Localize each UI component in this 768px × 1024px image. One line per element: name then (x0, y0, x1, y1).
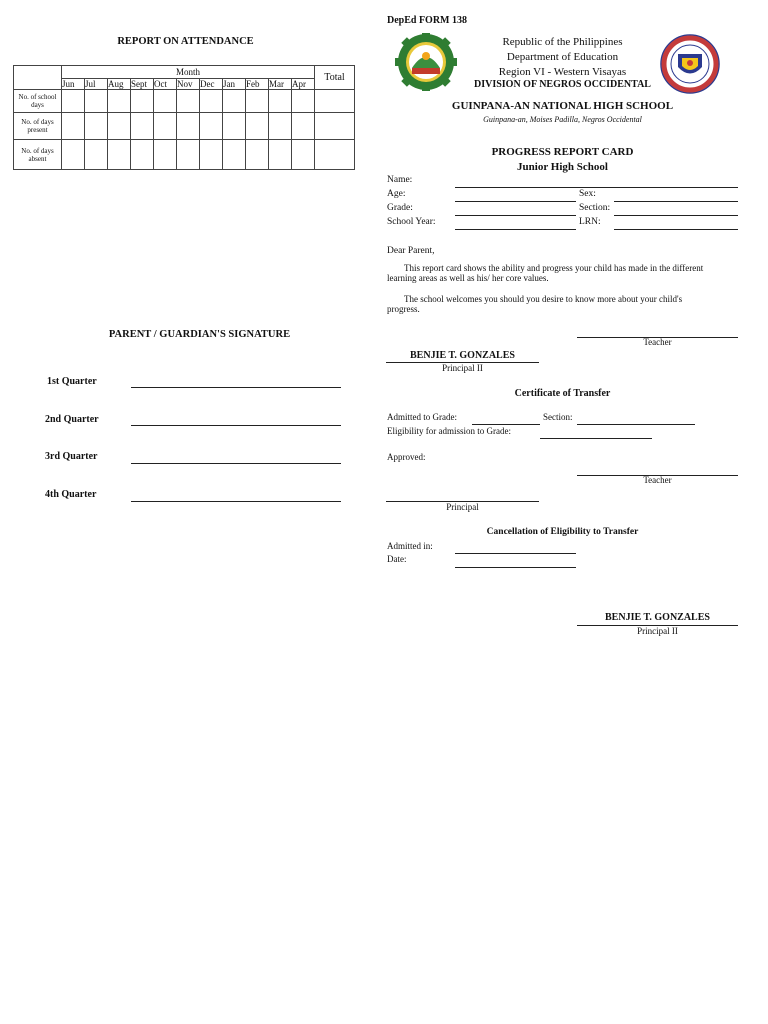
sex-field[interactable] (614, 201, 738, 202)
lrn-field[interactable] (614, 229, 738, 230)
table-cell[interactable] (315, 140, 355, 170)
table-cell[interactable] (292, 140, 315, 170)
school-seal-icon (394, 33, 458, 91)
table-corner (14, 66, 62, 90)
signature-line[interactable] (131, 463, 341, 464)
table-cell[interactable] (292, 90, 315, 113)
table-cell[interactable] (177, 113, 200, 140)
eligibility-field[interactable] (540, 438, 652, 439)
table-cell[interactable] (131, 140, 154, 170)
signature-line[interactable] (131, 501, 341, 502)
table-cell[interactable] (246, 113, 269, 140)
section-field[interactable] (614, 215, 738, 216)
principal-title-2: Principal II (637, 626, 678, 636)
table-cell[interactable] (200, 113, 223, 140)
month-label: Apr (292, 79, 315, 90)
quarter-label: 3rd Quarter (45, 451, 98, 462)
sex-label: Sex: (579, 189, 596, 199)
signature-line[interactable] (131, 425, 341, 426)
table-cell[interactable] (269, 113, 292, 140)
table-cell[interactable] (85, 90, 108, 113)
principal-name: BENJIE T. GONZALES (410, 350, 515, 361)
table-cell[interactable] (62, 113, 85, 140)
teacher-label-2: Teacher (643, 475, 672, 485)
month-label: Aug (108, 79, 131, 90)
table-cell[interactable] (315, 113, 355, 140)
table-cell[interactable] (177, 140, 200, 170)
month-label: Dec (200, 79, 223, 90)
name-field[interactable] (455, 187, 738, 188)
month-label: Jul (85, 79, 108, 90)
lrn-label: LRN: (579, 217, 601, 227)
name-label: Name: (387, 175, 413, 185)
table-cell[interactable] (269, 90, 292, 113)
admitted-in-field[interactable] (455, 553, 576, 554)
grade-label: Grade: (387, 203, 413, 213)
month-label: Mar (269, 79, 292, 90)
teacher-label: Teacher (643, 337, 672, 347)
signature-title: PARENT / GUARDIAN'S SIGNATURE (108, 329, 291, 340)
month-label: Oct (154, 79, 177, 90)
quarter-label: 1st Quarter (47, 376, 97, 387)
admitted-grade-label: Admitted to Grade: (387, 412, 457, 422)
principal-name-2: BENJIE T. GONZALES (605, 612, 710, 623)
card-title: PROGRESS REPORT CARD (491, 146, 634, 158)
principal-label: Principal (446, 502, 479, 512)
admitted-grade-field[interactable] (472, 424, 540, 425)
admitted-in-label: Admitted in: (387, 541, 433, 551)
table-cell[interactable] (223, 140, 246, 170)
certificate-title: Certificate of Transfer (514, 388, 611, 399)
form-code: DepEd FORM 138 (387, 15, 467, 26)
school-year-field[interactable] (455, 229, 576, 230)
row-label: No. of days absent (14, 140, 62, 170)
table-cell[interactable] (200, 90, 223, 113)
section-label: Section: (579, 203, 611, 213)
table-cell[interactable] (223, 90, 246, 113)
table-cell[interactable] (200, 140, 223, 170)
table-cell[interactable] (108, 113, 131, 140)
table-cell[interactable] (62, 140, 85, 170)
month-header: Month (62, 66, 315, 79)
table-cell[interactable] (131, 113, 154, 140)
table-cell[interactable] (292, 113, 315, 140)
table-cell[interactable] (108, 140, 131, 170)
table-cell[interactable] (269, 140, 292, 170)
approved-label: Approved: (387, 452, 426, 462)
table-cell[interactable] (62, 90, 85, 113)
letter-paragraph-2: The school welcomes you should you desire to know more about your child's progress. (387, 294, 683, 314)
date-label: Date: (387, 554, 407, 564)
card-subtitle: Junior High School (517, 161, 608, 173)
age-label: Age: (387, 189, 406, 199)
date-field[interactable] (455, 567, 576, 568)
table-cell[interactable] (315, 90, 355, 113)
table-cell[interactable] (131, 90, 154, 113)
month-label: Jan (223, 79, 246, 90)
deped-seal-icon (659, 34, 721, 94)
eligibility-label: Eligibility for admission to Grade: (387, 426, 511, 436)
table-cell[interactable] (246, 90, 269, 113)
transfer-section-label: Section: (543, 412, 573, 422)
table-cell[interactable] (154, 113, 177, 140)
republic-header: Republic of the Philippines (502, 36, 623, 48)
row-label: No. of school days (14, 90, 62, 113)
region-header: Region VI - Western Visayas (498, 66, 627, 78)
table-cell[interactable] (223, 113, 246, 140)
row-label: No. of days present (14, 113, 62, 140)
cancellation-title: Cancellation of Eligibility to Transfer (486, 527, 639, 537)
attendance-table (13, 65, 355, 170)
school-address: Guinpana-an, Moises Padilla, Negros Occidental (483, 115, 642, 124)
month-label: Sept (131, 79, 154, 90)
month-label: Nov (177, 79, 200, 90)
school-year-label: School Year: (387, 217, 436, 227)
month-label: Feb (246, 79, 269, 90)
table-cell[interactable] (108, 90, 131, 113)
total-header: Total (315, 66, 355, 90)
table-cell[interactable] (177, 90, 200, 113)
age-field[interactable] (455, 201, 576, 202)
department-header: Department of Education (506, 51, 619, 63)
attendance-title: REPORT ON ATTENDANCE (117, 36, 254, 47)
signature-line[interactable] (131, 387, 341, 388)
letter-paragraph-1: This report card shows the ability and progress your child has made in the different learning areas as well as his/ her core values. (387, 263, 704, 283)
salutation: Dear Parent, (387, 246, 435, 256)
table-cell[interactable] (246, 140, 269, 170)
quarter-label: 4th Quarter (45, 489, 97, 500)
school-name: GUINPANA-AN NATIONAL HIGH SCHOOL (451, 100, 674, 112)
table-cell[interactable] (154, 90, 177, 113)
division-header: DIVISION OF NEGROS OCCIDENTAL (474, 79, 651, 90)
table-cell[interactable] (154, 140, 177, 170)
transfer-section-field[interactable] (577, 424, 695, 425)
table-cell[interactable] (85, 113, 108, 140)
grade-field[interactable] (455, 215, 576, 216)
month-label: Jun (62, 79, 85, 90)
quarter-label: 2nd Quarter (45, 414, 99, 425)
principal-title: Principal II (442, 363, 483, 373)
table-cell[interactable] (85, 140, 108, 170)
